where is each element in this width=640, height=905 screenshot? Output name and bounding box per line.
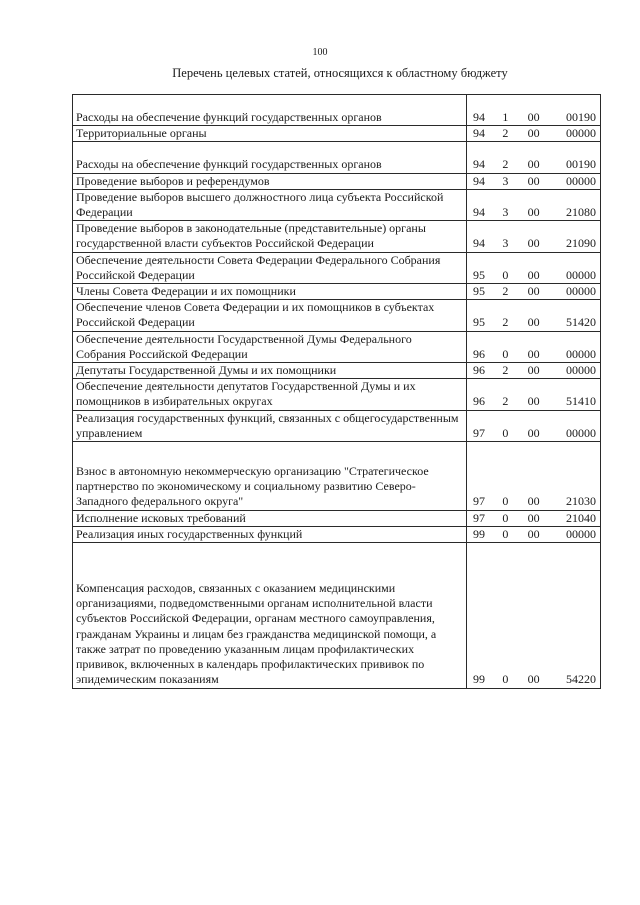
table-row bbox=[73, 126, 601, 142]
article-name-cell bbox=[73, 363, 467, 379]
article-code-cell bbox=[467, 543, 601, 688]
code-part-c1: 97 bbox=[473, 425, 485, 440]
code-part-c4: 51410 bbox=[565, 394, 596, 409]
code-part-c3: 00 bbox=[527, 157, 540, 172]
code-part-c1: 99 bbox=[473, 672, 485, 687]
code-part-c3: 00 bbox=[527, 315, 540, 330]
page-number: 100 bbox=[312, 47, 328, 58]
table-row bbox=[73, 300, 601, 331]
code-part-c3: 00 bbox=[527, 526, 540, 541]
article-code-cell bbox=[467, 410, 601, 441]
article-name: Проведение выборов высшего должностного лица субъекта Российской Федерации bbox=[76, 189, 444, 220]
code-part-c1: 94 bbox=[473, 236, 485, 251]
code-part-c2: 0 bbox=[502, 267, 509, 282]
article-name-cell bbox=[73, 410, 467, 441]
code-part-c4: 54220 bbox=[565, 672, 596, 687]
code-part-c4: 00000 bbox=[565, 526, 596, 541]
code-part-c2: 2 bbox=[502, 363, 509, 378]
code-part-c2: 2 bbox=[502, 157, 509, 172]
code-part-c4: 00000 bbox=[565, 173, 596, 188]
table-row bbox=[73, 442, 601, 511]
article-name-cell bbox=[73, 300, 467, 331]
code-part-c4: 00000 bbox=[565, 346, 596, 361]
code-part-c1: 96 bbox=[473, 394, 485, 409]
article-code-cell bbox=[467, 442, 601, 511]
article-code-cell bbox=[467, 126, 601, 142]
article-name: Обеспечение членов Совета Федерации и их помощников в субъектах Российской Федерации bbox=[76, 300, 435, 330]
code-part-c3: 00 bbox=[527, 126, 540, 141]
code-part-c1: 94 bbox=[473, 157, 485, 172]
article-code-cell bbox=[467, 331, 601, 362]
code-part-c3: 00 bbox=[527, 425, 540, 440]
article-name: Расходы на обеспечение функций государственных органов bbox=[76, 110, 382, 124]
article-name-cell bbox=[73, 252, 467, 283]
article-name: Члены Совета Федерации и их помощники bbox=[76, 284, 296, 299]
article-name-cell bbox=[73, 379, 467, 410]
article-code-cell bbox=[467, 142, 601, 173]
code-part-c2: 0 bbox=[502, 510, 509, 525]
code-part-c3: 00 bbox=[527, 394, 540, 409]
code-part-c2: 0 bbox=[502, 672, 509, 687]
article-name-cell bbox=[73, 526, 467, 542]
code-part-c4: 00000 bbox=[565, 363, 596, 378]
code-part-c4: 00190 bbox=[565, 110, 596, 124]
table-row bbox=[73, 221, 601, 252]
table-row bbox=[73, 284, 601, 300]
code-part-c3: 00 bbox=[527, 236, 540, 251]
article-code-cell bbox=[467, 300, 601, 331]
article-name: Территориальные органы bbox=[76, 126, 207, 141]
table-row bbox=[73, 363, 601, 379]
document-title: Перечень целевых статей, относящихся к областному бюджету bbox=[172, 66, 508, 80]
article-name: Компенсация расходов, связанных с оказанием медицинскими организациями, подведомственными органам исполнительной власти субъектов Российской Федерации, органам местного самоуправления, гражданам Украины и лицам без гражданства медицинской помощи, а также затрат по проведению указанным лицам профилактических прививок, включенных в календарь профилактических прививок по эпидемическим показаниям bbox=[76, 581, 437, 687]
table-row bbox=[73, 142, 601, 173]
code-part-c2: 2 bbox=[502, 284, 509, 299]
table-row bbox=[73, 510, 601, 526]
table-row bbox=[73, 379, 601, 410]
code-part-c2: 0 bbox=[502, 526, 509, 541]
article-name-cell bbox=[73, 189, 467, 220]
table-row bbox=[73, 526, 601, 542]
code-part-c3: 00 bbox=[527, 284, 540, 299]
article-name: Реализация государственных функций, связанных с общегосударственным управлением bbox=[76, 410, 459, 440]
table-row bbox=[73, 173, 601, 189]
article-code-cell bbox=[467, 221, 601, 252]
table-row bbox=[73, 95, 601, 126]
code-part-c3: 00 bbox=[527, 205, 540, 220]
article-name-cell bbox=[73, 95, 467, 126]
code-part-c3: 00 bbox=[527, 672, 540, 687]
code-part-c1: 94 bbox=[473, 173, 485, 188]
code-part-c2: 0 bbox=[502, 346, 509, 361]
code-part-c4: 21090 bbox=[565, 236, 596, 251]
code-part-c2: 3 bbox=[502, 236, 509, 251]
article-name: Проведение выборов в законодательные (представительные) органы государственной власти субъектов Российской Федерации bbox=[76, 221, 426, 251]
article-name: Депутаты Государственной Думы и их помощники bbox=[76, 363, 337, 378]
code-part-c2: 2 bbox=[502, 394, 509, 409]
code-part-c2: 0 bbox=[502, 494, 509, 509]
code-part-c2: 3 bbox=[502, 205, 509, 220]
article-name-cell bbox=[73, 442, 467, 511]
code-part-c4: 00000 bbox=[565, 425, 596, 440]
code-part-c1: 97 bbox=[473, 494, 485, 509]
article-name: Обеспечение деятельности Государственной Думы Федерального Собрания Российской Федерации bbox=[76, 331, 412, 361]
code-part-c4: 21040 bbox=[565, 510, 596, 525]
code-part-c1: 95 bbox=[473, 284, 485, 299]
code-part-c1: 96 bbox=[473, 363, 485, 378]
code-part-c3: 00 bbox=[527, 363, 540, 378]
article-code-cell bbox=[467, 173, 601, 189]
article-name: Проведение выборов и референдумов bbox=[76, 173, 270, 188]
code-part-c3: 00 bbox=[527, 267, 540, 282]
article-name-cell bbox=[73, 221, 467, 252]
code-part-c2: 0 bbox=[502, 425, 509, 440]
code-part-c2: 3 bbox=[502, 173, 509, 188]
article-name-cell bbox=[73, 284, 467, 300]
table-row bbox=[73, 189, 601, 220]
article-name-cell bbox=[73, 331, 467, 362]
article-name-cell bbox=[73, 543, 467, 688]
code-part-c3: 00 bbox=[527, 173, 540, 188]
article-code-cell bbox=[467, 252, 601, 283]
code-part-c1: 96 bbox=[473, 346, 485, 361]
article-code-cell bbox=[467, 363, 601, 379]
article-name: Взнос в автономную некоммерческую организацию "Стратегическое партнерство по экономическому и социальному развитию Северо-Западного федерального округа" bbox=[76, 464, 429, 509]
article-name-cell bbox=[73, 142, 467, 173]
article-name: Обеспечение деятельности депутатов Государственной Думы и их помощников в избирательных округах bbox=[76, 379, 416, 409]
code-part-c1: 95 bbox=[473, 315, 485, 330]
code-part-c1: 95 bbox=[473, 267, 485, 282]
table-row bbox=[73, 410, 601, 441]
article-name: Реализация иных государственных функций bbox=[76, 526, 303, 541]
article-code-cell bbox=[467, 284, 601, 300]
code-part-c2: 1 bbox=[502, 110, 509, 124]
code-part-c4: 00000 bbox=[565, 126, 596, 141]
article-name: Обеспечение деятельности Совета Федерации Федерального Собрания Российской Федерации bbox=[76, 252, 441, 282]
code-part-c3: 00 bbox=[527, 510, 540, 525]
target-articles-table bbox=[72, 94, 601, 689]
code-part-c2: 2 bbox=[502, 126, 509, 141]
table-row bbox=[73, 331, 601, 362]
article-code-cell bbox=[467, 379, 601, 410]
code-part-c1: 94 bbox=[473, 126, 485, 141]
code-part-c4: 00190 bbox=[565, 157, 596, 172]
code-part-c4: 21030 bbox=[565, 494, 596, 509]
code-part-c1: 99 bbox=[473, 526, 485, 541]
code-part-c2: 2 bbox=[502, 315, 509, 330]
article-code-cell bbox=[467, 526, 601, 542]
article-code-cell bbox=[467, 95, 601, 126]
code-part-c3: 00 bbox=[527, 494, 540, 509]
article-name-cell bbox=[73, 510, 467, 526]
code-part-c3: 00 bbox=[527, 346, 540, 361]
table-row bbox=[73, 252, 601, 283]
article-name: Расходы на обеспечение функций государственных органов bbox=[76, 157, 382, 172]
code-part-c3: 00 bbox=[527, 110, 540, 124]
code-part-c4: 21080 bbox=[565, 205, 596, 220]
code-part-c4: 00000 bbox=[565, 284, 596, 299]
table-row bbox=[73, 543, 601, 688]
article-name-cell bbox=[73, 173, 467, 189]
code-part-c4: 51420 bbox=[565, 315, 596, 330]
article-name: Исполнение исковых требований bbox=[76, 510, 246, 525]
code-part-c1: 94 bbox=[473, 110, 485, 124]
article-code-cell bbox=[467, 189, 601, 220]
code-part-c1: 94 bbox=[473, 205, 485, 220]
code-part-c4: 00000 bbox=[565, 267, 596, 282]
article-name-cell bbox=[73, 126, 467, 142]
article-code-cell bbox=[467, 510, 601, 526]
code-part-c1: 97 bbox=[473, 510, 485, 525]
